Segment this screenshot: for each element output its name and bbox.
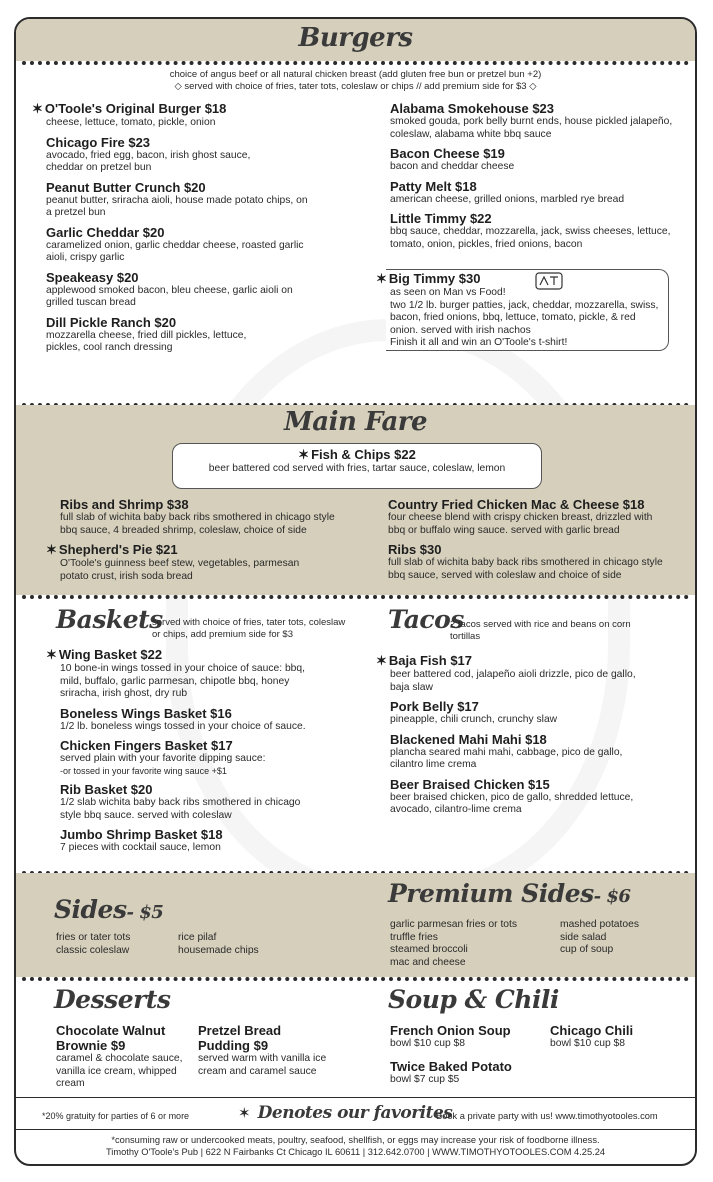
star-icon: ✶ (32, 101, 43, 116)
item-name: Pork Belly $17 (390, 699, 479, 714)
private-party-note: Book a private party with us! www.timothyotooles.com (436, 1111, 658, 1121)
item-desc: 1/2 lb. boneless wings tossed in your choice of sauce. (60, 720, 306, 732)
burgers-title: Burgers (298, 23, 413, 53)
item-name: Patty Melt $18 (390, 178, 477, 194)
item-desc: O'Toole's guinness beef stew, vegetables, parmesan potato crust, irish soda bread (60, 558, 300, 582)
item-desc: beer braised chicken, pico de gallo, shredded lettuce, avocado, cilantro-lime crema (390, 791, 634, 815)
soup-item (550, 1023, 633, 1051)
sides-col1 (56, 932, 130, 957)
side-item: steamed broccoli (390, 944, 468, 955)
tacos-title: Tacos (388, 605, 464, 634)
item-desc: applewood smoked bacon, bleu cheese, garlic aioli on grilled tuscan bread (46, 284, 293, 308)
man-vs-food-logo-icon (534, 271, 564, 295)
item-name: Brownie $9 (56, 1038, 126, 1053)
divider (22, 61, 689, 65)
menu-item (60, 782, 360, 822)
item-name: Pudding $9 (198, 1038, 269, 1053)
menu-item (32, 101, 366, 130)
menu-item (60, 706, 360, 734)
item-desc: bowl $7 cup $5 (390, 1074, 460, 1085)
item-name: Jumbo Shrimp Basket $18 (60, 827, 223, 842)
burgers-left-column (32, 101, 366, 360)
menu-item (376, 653, 680, 694)
burgers-note (16, 81, 695, 93)
premium-sides-col2 (560, 919, 639, 957)
gratuity-note: *20% gratuity for parties of 6 or more (42, 1111, 190, 1121)
favorites-legend (238, 1103, 452, 1123)
item-name: Bacon Cheese $19 (390, 146, 505, 161)
menu-item (60, 738, 360, 777)
item-desc: full slab of wichita baby back ribs smothered in chicago style bbq sauce, served with coleslaw and choice of side (388, 557, 663, 581)
item-desc: 10 bone-in wings tossed in your choice of sauce: bbq, mild, buffalo, garlic parmesan, chipotle bbq, honey sriracha, irish ghost, dry rub (60, 663, 305, 699)
item-desc: caramelized onion, garlic cheddar cheese, roasted garlic aioli, crispy garlic (46, 239, 304, 263)
item-desc: served plain with your favorite dipping sauce: (60, 753, 266, 764)
side-item: cup of soup (560, 944, 614, 955)
item-name: Twice Baked Potato (390, 1059, 512, 1074)
star-icon: ✶ (238, 1104, 251, 1122)
footer-divider (16, 1097, 695, 1098)
side-item: housemade chips (178, 944, 259, 956)
fish-and-chips-box (172, 443, 542, 489)
item-name: Big Timmy $30 (388, 271, 481, 286)
side-item: rice pilaf (178, 932, 217, 943)
menu-item (390, 211, 680, 251)
item-desc: american cheese, grilled onions, marbled rye bread (390, 193, 625, 205)
menu-frame (14, 17, 697, 1166)
main-fare-left-column (46, 497, 360, 583)
item-name: French Onion Soup (390, 1023, 511, 1038)
side-item: classic coleslaw (56, 944, 130, 956)
tacos-note: 2 tacos served with rice and beans on corn tortillas (450, 619, 631, 642)
burgers-sides-note: served with choice of fries, tater tots, coleslaw or chips // add premium side for $3 (184, 81, 527, 92)
premium-sides-title: Premium Sides (388, 879, 594, 908)
menu-item (390, 101, 680, 141)
item-name: Baja Fish $17 (388, 653, 473, 668)
menu-item (390, 179, 680, 207)
item-desc: peanut butter, sriracha aioli, house made potato chips, on a pretzel bun (46, 194, 308, 218)
sides-price: - $5 (126, 902, 164, 923)
item-desc: beer battered cod, jalapeño aioli drizzle, pico de gallo, baja slaw (390, 669, 636, 693)
item-desc: pineapple, chili crunch, crunchy slaw (390, 714, 558, 725)
diamond-icon: ◇ (526, 81, 537, 92)
item-desc: two 1/2 lb. burger patties, jack, cheddar, mozzarella, swiss, bacon, fried onions, bbq, lettuce, tomato, pickle, & red onion. served with irish nachos (390, 299, 659, 336)
menu-item (388, 542, 680, 582)
star-icon: ✶ (376, 271, 387, 286)
sides-title: Sides (54, 895, 127, 924)
premium-sides-price: - $6 (593, 886, 631, 907)
item-name: Dill Pickle Ranch $20 (46, 314, 177, 330)
item-desc: bbq sauce, cheddar, mozzarella, jack, swiss cheeses, lettuce, tomato, onion, pickles, fried onions, bacon (390, 226, 671, 250)
star-icon: ✶ (376, 653, 387, 668)
side-item: garlic parmesan fries or tots (390, 919, 518, 930)
dessert-item (198, 1023, 348, 1078)
premium-sides-col1 (390, 919, 517, 969)
menu-item (388, 497, 680, 537)
divider (22, 977, 689, 981)
menu-item (46, 315, 366, 355)
side-item: truffle fries (390, 931, 438, 943)
baskets-note: served with choice of fries, tater tots, coleslaw or chips, add premium side for $3 (152, 617, 346, 640)
menu-item (46, 647, 360, 701)
item-desc: beer battered cod served with fries, tartar sauce, coleslaw, lemon (208, 463, 506, 474)
main-fare-title: Main Fare (283, 407, 428, 437)
item-name: Shepherd's Pie $21 (58, 542, 178, 557)
big-timmy-item (376, 271, 666, 350)
desserts-title: Desserts (54, 985, 171, 1014)
item-desc: four cheese blend with crispy chicken breast, drizzled with bbq or buffalo wing sauce. served with garlic bread (388, 512, 653, 536)
item-desc: bowl $10 cup $8 (390, 1038, 465, 1049)
item-note: as seen on Man vs Food! (390, 287, 506, 298)
menu-item (390, 777, 680, 817)
side-item: mashed potatoes (560, 919, 639, 930)
menu-item (60, 497, 360, 537)
baskets-list (46, 647, 360, 855)
menu-item (390, 146, 680, 174)
tacos-list (376, 653, 680, 817)
side-item: mac and cheese (390, 956, 466, 968)
menu-item (60, 827, 360, 855)
item-name: Blackened Mahi Mahi $18 (390, 731, 547, 747)
menu-item (46, 542, 360, 583)
menu-item (46, 225, 366, 265)
premium-sides-heading (388, 879, 630, 908)
footer-divider (16, 1129, 695, 1130)
item-desc: avocado, fried egg, bacon, irish ghost sauce, cheddar on pretzel bun (46, 149, 251, 173)
item-name: Pretzel Bread (198, 1023, 282, 1038)
item-name: Country Fried Chicken Mac & Cheese $18 (388, 497, 645, 512)
divider (22, 595, 689, 599)
item-desc: cheese, lettuce, tomato, pickle, onion (46, 117, 216, 128)
item-desc: bowl $10 cup $8 (550, 1038, 625, 1049)
item-name: O'Toole's Original Burger $18 (44, 101, 227, 116)
star-icon: ✶ (46, 647, 57, 662)
baskets-title: Baskets (56, 605, 163, 634)
star-icon: ✶ (298, 447, 310, 462)
item-desc: mozzarella cheese, fried dill pickles, lettuce, pickles, cool ranch dressing (46, 329, 247, 353)
burgers-note: choice of angus beef or all natural chicken breast (add gluten free bun or pretzel bun +2) (169, 69, 542, 80)
dessert-item (56, 1023, 188, 1091)
item-desc: 7 pieces with cocktail sauce, lemon (60, 842, 221, 853)
sides-heading (54, 895, 163, 924)
item-name: Little Timmy $22 (390, 211, 492, 226)
side-item: fries or tater tots (56, 932, 131, 943)
soup-item (390, 1059, 512, 1087)
item-desc: caramel & chocolate sauce, vanilla ice cream, whipped cream (56, 1053, 183, 1089)
item-name: Boneless Wings Basket $16 (60, 705, 232, 721)
menu-item (390, 699, 680, 727)
burgers-right-column (390, 101, 680, 256)
soup-title: Soup & Chili (388, 985, 559, 1014)
item-name: Beer Braised Chicken $15 (390, 776, 550, 792)
item-desc: bacon and cheddar cheese (390, 161, 515, 172)
item-name: Chicago Chili (550, 1023, 634, 1038)
item-name: Garlic Cheddar $20 (46, 224, 165, 240)
item-name: Ribs $30 (388, 542, 442, 557)
item-name: Chocolate Walnut (56, 1023, 166, 1038)
item-desc: plancha seared mahi mahi, cabbage, pico de gallo, cilantro lime crema (390, 746, 623, 770)
pub-address: Timothy O'Toole's Pub | 622 N Fairbanks Ct Chicago IL 60611 | 312.642.0700 | WWW.TIMOTHYOTOOLES.COM 4.25.24 (105, 1147, 606, 1157)
side-item: side salad (560, 931, 607, 943)
star-icon: ✶ (46, 542, 57, 557)
item-name: Peanut Butter Crunch $20 (46, 179, 206, 195)
menu-item (46, 180, 366, 220)
item-name: Chicken Fingers Basket $17 (60, 738, 233, 753)
menu-item (46, 270, 366, 310)
item-desc: 1/2 slab wichita baby back ribs smothered in chicago style bbq sauce. served with coleslaw (60, 797, 301, 821)
item-name: Ribs and Shrimp $38 (60, 497, 189, 512)
item-note: -or tossed in your favorite wing sauce +$1 (60, 765, 227, 776)
diamond-icon: ◇ (174, 81, 185, 92)
item-desc: served warm with vanilla ice cream and caramel sauce (198, 1053, 327, 1077)
main-fare-right-column (388, 497, 680, 582)
favorites-text: Denotes our favorites (257, 1103, 453, 1123)
item-desc: smoked gouda, pork belly burnt ends, house pickled jalapeño, coleslaw, alabama white bbq sauce (390, 116, 673, 140)
sides-col2 (178, 932, 259, 957)
challenge-note: Finish it all and win an O'Toole's t-shirt! (390, 337, 568, 348)
menu-item (390, 732, 680, 772)
item-name: Speakeasy $20 (46, 269, 139, 285)
soup-item (390, 1023, 511, 1051)
menu-item (46, 135, 366, 175)
item-name: Rib Basket $20 (60, 782, 153, 797)
item-name: Fish & Chips $22 (311, 447, 416, 462)
item-name: Wing Basket $22 (58, 647, 163, 662)
item-name: Alabama Smokehouse $23 (390, 101, 555, 116)
item-name: Chicago Fire $23 (46, 134, 151, 150)
item-desc: full slab of wichita baby back ribs smothered in chicago style bbq sauce, 4 breaded shrimp, coleslaw, choice of side (60, 512, 335, 536)
food-safety-warning: *consuming raw or undercooked meats, poultry, seafood, shellfish, or eggs may increase your risk of foodborne illness. (111, 1135, 600, 1145)
